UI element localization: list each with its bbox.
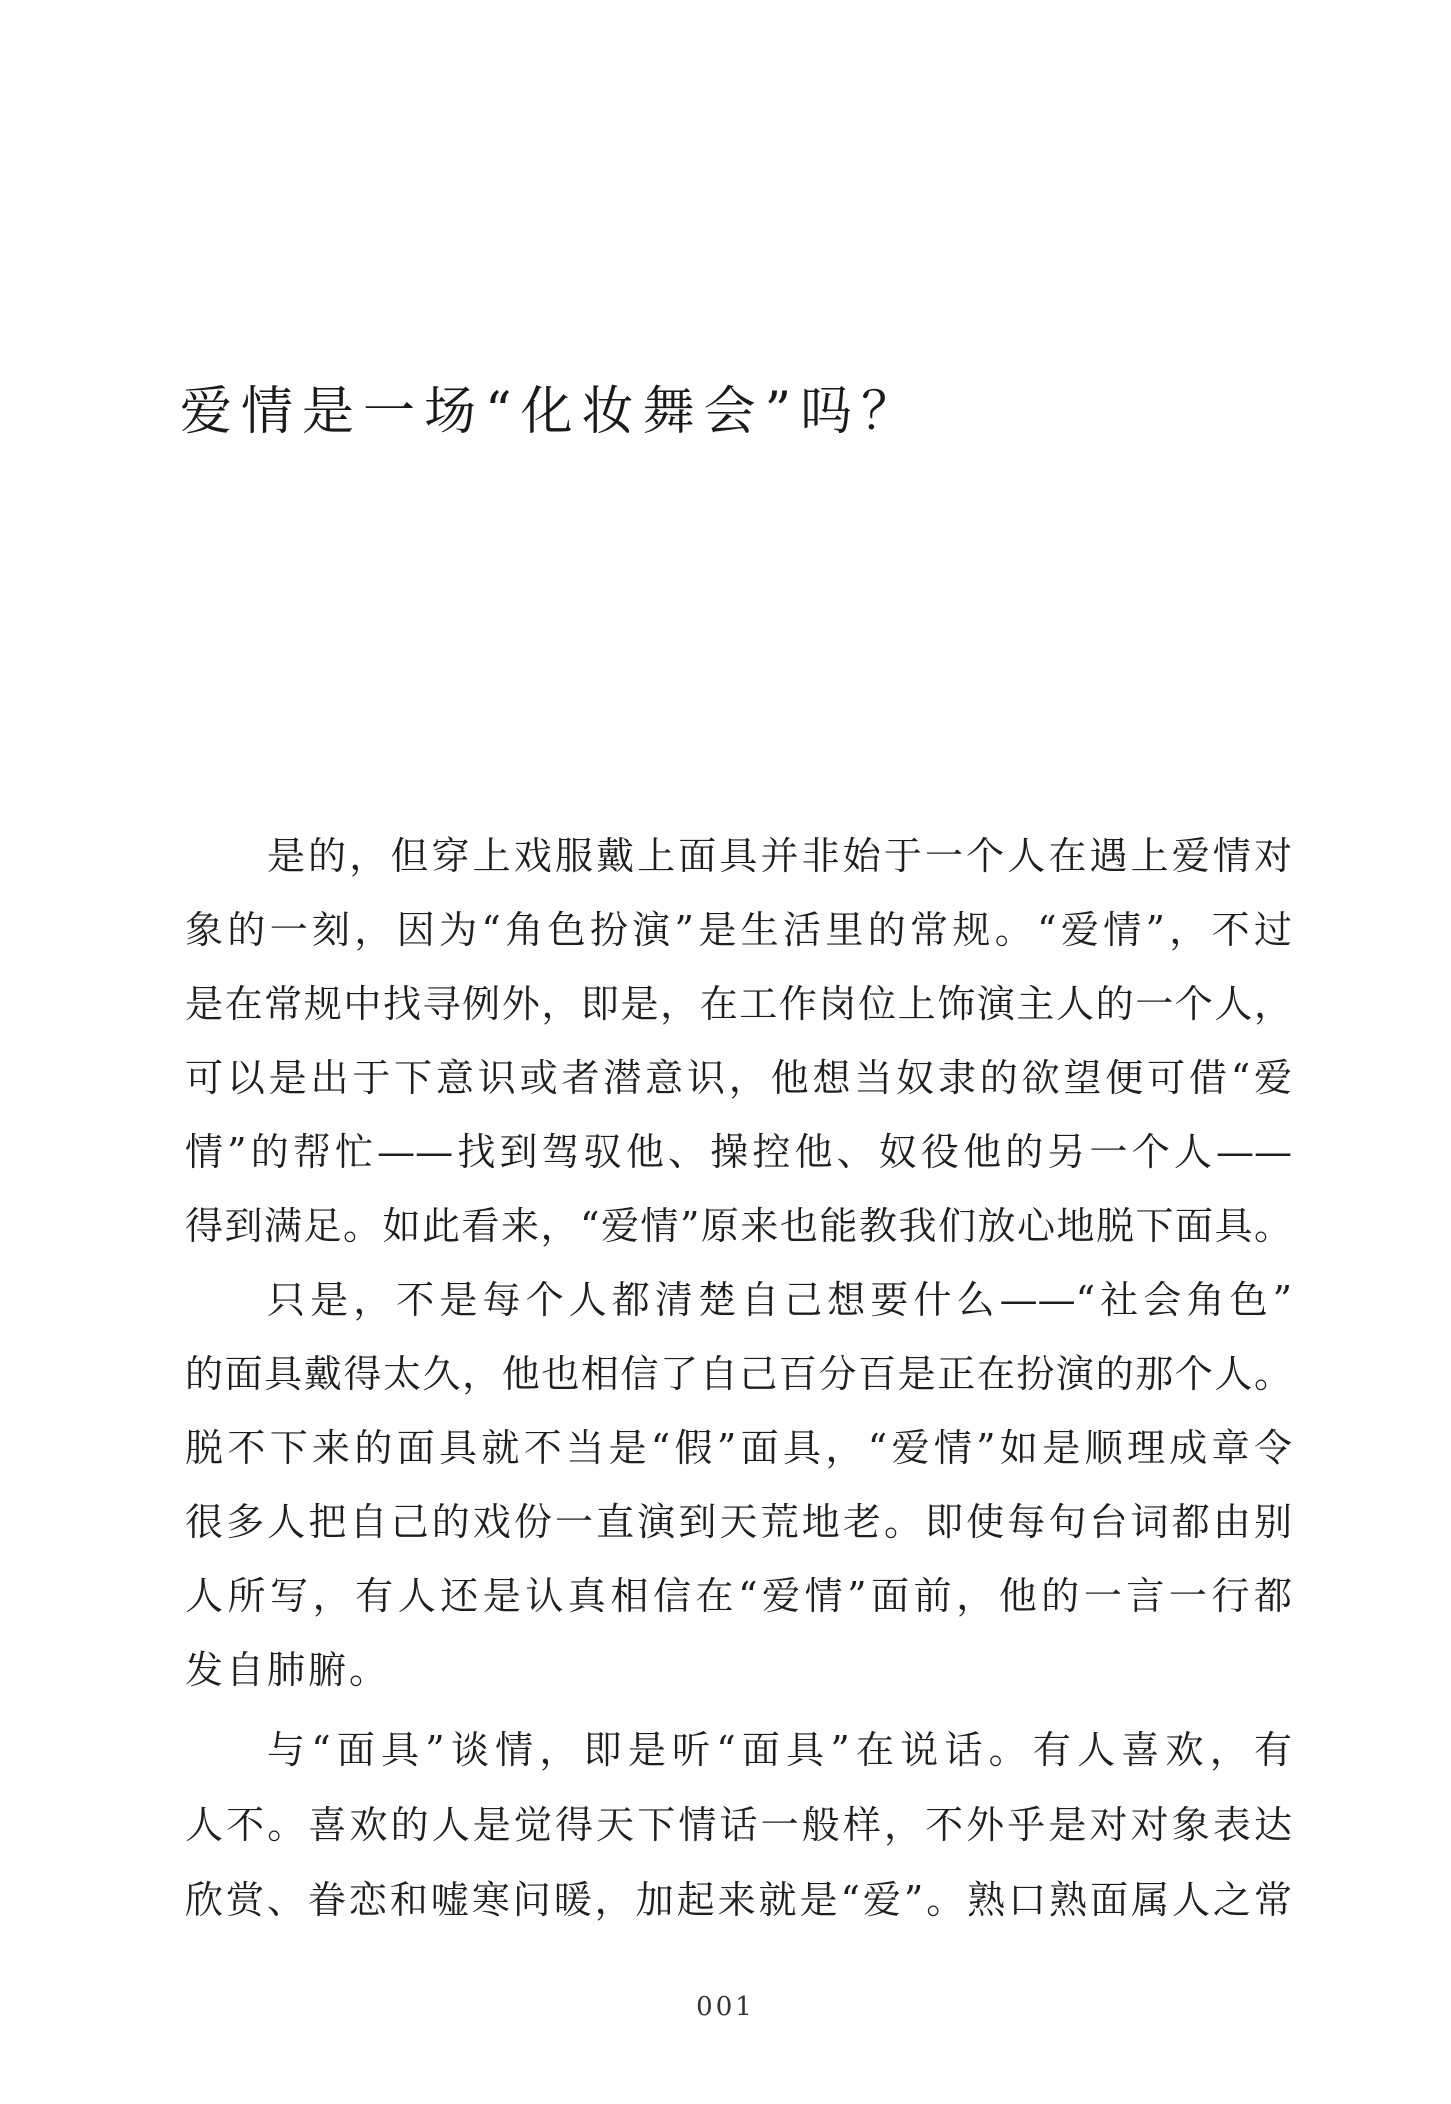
text-line: 发自肺腑。 xyxy=(185,1648,391,1692)
text-line: 欣赏、眷恋和嘘寒问暖，加起来就是“爱”。熟口熟面属人之常 xyxy=(185,1878,1292,1922)
text-line: 可以是出于下意识或者潜意识，他想当奴隶的欲望便可借“爱 xyxy=(185,1056,1292,1100)
text-line: 人不。喜欢的人是觉得天下情话一般样，不外乎是对对象表达 xyxy=(185,1803,1292,1847)
text-line: 情”的帮忙——找到驾驭他、操控他、奴役他的另一个人—— xyxy=(185,1130,1292,1174)
text-line: 脱不下来的面具就不当是“假”面具，“爱情”如是顺理成章令 xyxy=(185,1426,1292,1470)
text-line: 与“面具”谈情，即是听“面具”在说话。有人喜欢，有 xyxy=(267,1728,1292,1772)
text-line: 的面具戴得太久，他也相信了自己百分百是正在扮演的那个人。 xyxy=(185,1352,1292,1396)
text-line: 人所写，有人还是认真相信在“爱情”面前，他的一言一行都 xyxy=(185,1574,1292,1618)
text-line: 是在常规中找寻例外，即是，在工作岗位上饰演主人的一个人， xyxy=(185,982,1292,1026)
text-line: 得到满足。如此看来，“爱情”原来也能教我们放心地脱下面具。 xyxy=(185,1204,1292,1248)
page-number: 001 xyxy=(696,1992,755,2022)
chapter-title: 爱情是一场“化妆舞会”吗？ xyxy=(180,382,923,442)
text-line: 只是，不是每个人都清楚自己想要什么——“社会角色” xyxy=(267,1278,1292,1322)
text-line: 很多人把自己的戏份一直演到天荒地老。即使每句台词都由别 xyxy=(185,1500,1292,1544)
text-line: 是的，但穿上戏服戴上面具并非始于一个人在遇上爱情对 xyxy=(267,834,1292,878)
text-line: 象的一刻，因为“角色扮演”是生活里的常规。“爱情”，不过 xyxy=(185,908,1292,952)
